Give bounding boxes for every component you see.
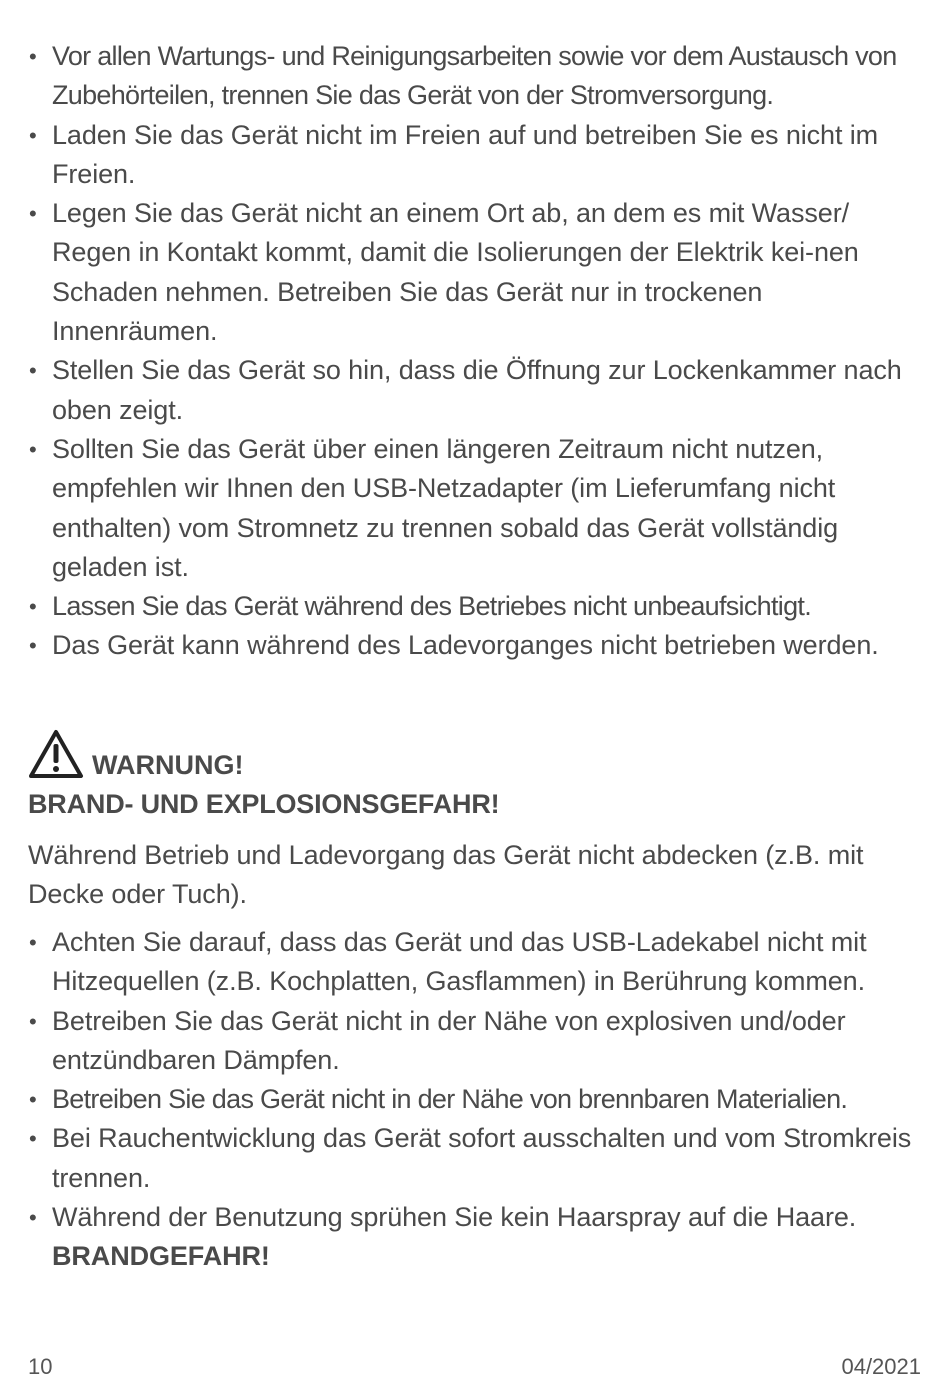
list-item — [28, 1198, 928, 1277]
safety-list-top — [28, 37, 928, 666]
fire-hazard-emphasis: BRANDGEFAHR! — [52, 1241, 270, 1272]
list-item — [28, 116, 928, 195]
bullet: • — [29, 1126, 37, 1152]
list-item — [28, 1119, 928, 1198]
list-item-text: Legen Sie das Gerät nicht an einem Ort ab, an dem es mit Wasser/ Regen in Kontakt kommt, damit die Isolierungen der Elektrik kei-nen Schaden nehmen. Betreiben Sie das Gerät nur in trockenen Innenräumen. — [52, 198, 859, 347]
bullet: • — [29, 44, 37, 69]
list-item — [28, 1080, 928, 1119]
bullet: • — [29, 122, 37, 148]
list-item-text: Betreiben Sie das Gerät nicht in der Nähe von brennbaren Materialien. — [52, 1084, 848, 1115]
bullet: • — [29, 594, 37, 620]
hazard-title: BRAND- UND EXPLOSIONSGEFAHR! — [28, 789, 500, 819]
list-item — [28, 37, 928, 116]
list-item — [28, 194, 928, 351]
bullet: • — [29, 633, 37, 659]
list-item-text: Achten Sie darauf, dass das Gerät und das USB-Ladekabel nicht mit Hitzequellen (z.B. Kochplatten, Gasflammen) in Berührung kommen. — [52, 927, 867, 997]
page-number: 10 — [28, 1354, 53, 1379]
list-item-text: Sollten Sie das Gerät über einen längeren Zeitraum nicht nutzen, empfehlen wir Ihnen den USB-Netzadapter (im Lieferumfang nicht enthalten) vom Stromnetz zu trennen sobald das Gerät vollständig geladen ist. — [52, 433, 839, 582]
list-item-text: Stellen Sie das Gerät so hin, dass die Öffnung zur Lockenkammer nach oben zeigt. — [52, 355, 902, 425]
list-item-text: Vor allen Wartungs- und Reinigungsarbeiten sowie vor dem Austausch von Zubehörteilen, trennen Sie das Gerät von der Stromversorgung. — [52, 41, 897, 111]
list-item-text: Lassen Sie das Gerät während des Betriebes nicht unbeaufsichtigt. — [52, 591, 811, 622]
list-item — [28, 587, 928, 626]
bullet: • — [29, 436, 37, 462]
list-item-text: Betreiben Sie das Gerät nicht in der Nähe von explosiven und/oder entzündbaren Dämpfen. — [52, 1005, 846, 1075]
warning-triangle-icon — [28, 728, 84, 780]
bullet: • — [29, 1087, 37, 1113]
list-item-text: Während der Benutzung sprühen Sie kein Haarspray auf die Haare. — [52, 1202, 857, 1233]
list-item — [28, 1002, 928, 1081]
warning-block — [28, 722, 928, 824]
warning-intro: Während Betrieb und Ladevorgang das Gerät nicht abdecken (z.B. mit Decke oder Tuch). — [28, 840, 864, 910]
bullet: • — [29, 358, 37, 384]
list-item-text: Laden Sie das Gerät nicht im Freien auf und betreiben Sie es nicht im Freien. — [52, 119, 879, 189]
list-item — [28, 626, 928, 665]
bullet: • — [29, 201, 37, 227]
list-item — [28, 430, 928, 587]
bullet: • — [29, 930, 37, 955]
safety-list-bottom — [28, 923, 928, 1277]
list-item-text: Bei Rauchentwicklung das Gerät sofort ausschalten und vom Stromkreis trennen. — [52, 1123, 912, 1193]
bullet: • — [29, 1008, 37, 1034]
list-item — [28, 923, 928, 1002]
bullet: • — [29, 1205, 37, 1231]
list-item — [28, 351, 928, 430]
print-date: 04/2021 — [841, 1354, 921, 1379]
list-item-text: Das Gerät kann während des Ladevorganges nicht betrieben werden. — [52, 630, 879, 661]
warning-label: WARNUNG! — [92, 750, 244, 780]
warning-heading-row — [28, 722, 928, 780]
